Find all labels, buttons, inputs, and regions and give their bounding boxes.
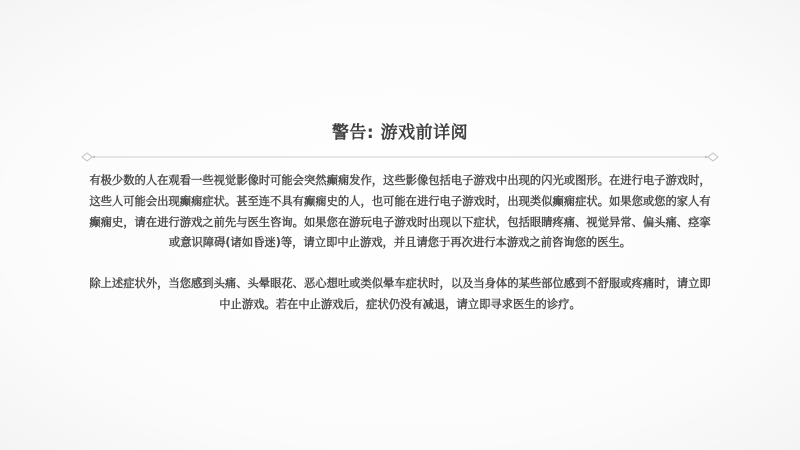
warning-paragraph-1: 有极少数的人在观看一些视觉影像时可能会突然癫痫发作，这些影像包括电子游戏中出现的闪光或图形。在进行电子游戏时，这些人可能会出现癫痫症状。甚至连不具有癫痫史的人，也可能在进行电子游戏时，出现类似癫痫症状。如果您或您的家人有癫痫史，请在进行游戏之前先与医生咨询。如果您在游玩电子游戏时出现以下症状，包括眼睛疼痛、视觉异常、偏头痛、痉挛或意识障碍(诸如昏迷)等，请立即中止游戏，并且请您于再次进行本游戏之前咨询您的医生。 [89,174,711,250]
warning-title: 警告: 游戏前详阅 [331,123,469,143]
ornamental-divider [80,150,720,164]
warning-paragraph-2: 除上述症状外，当您感到头痛、头晕眼花、恶心想吐或类似晕车症状时，以及当身体的某些部位感到不舒服或疼痛时，请立即中止游戏。若在中止游戏后，症状仍没有减退，请立即寻求医生的诊疗。 [89,277,711,311]
warning-body [86,171,714,316]
